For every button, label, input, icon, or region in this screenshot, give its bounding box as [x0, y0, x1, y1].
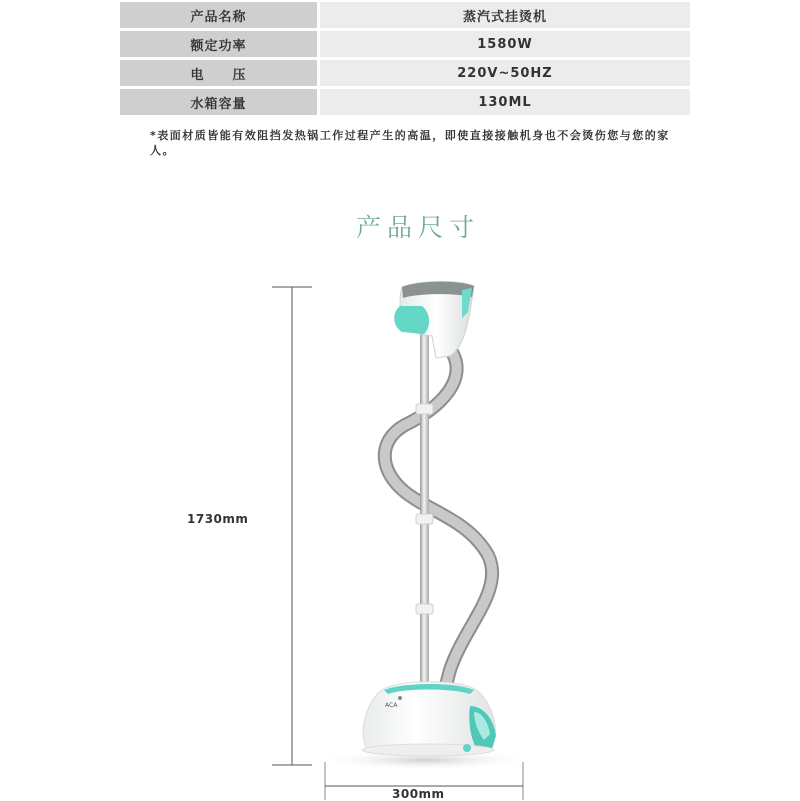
steam-hose [385, 352, 492, 685]
spec-value: 220V~50HZ [320, 60, 690, 86]
spec-value: 130ML [320, 89, 690, 115]
height-dimension-line [272, 287, 312, 765]
width-dimension-label: 300mm [392, 787, 445, 801]
steam-head [394, 282, 474, 358]
spec-value: 1580W [320, 31, 690, 57]
brand-logo: ACA [385, 702, 398, 709]
spec-label: 额定功率 [120, 31, 317, 57]
height-dimension-label: 1730mm [187, 512, 249, 526]
safety-note: *表面材质皆能有效阻挡发热锅工作过程产生的高温，即使直接接触机身也不会烫伤您与您的家人。 [150, 129, 670, 157]
water-tank-base [362, 682, 496, 756]
section-title: 产品尺寸 [355, 213, 480, 242]
spec-value: 蒸汽式挂烫机 [320, 2, 690, 28]
spec-label: 产品名称 [120, 2, 317, 28]
spec-label: 水箱容量 [120, 89, 317, 115]
spec-label: 电 压 [120, 60, 317, 86]
